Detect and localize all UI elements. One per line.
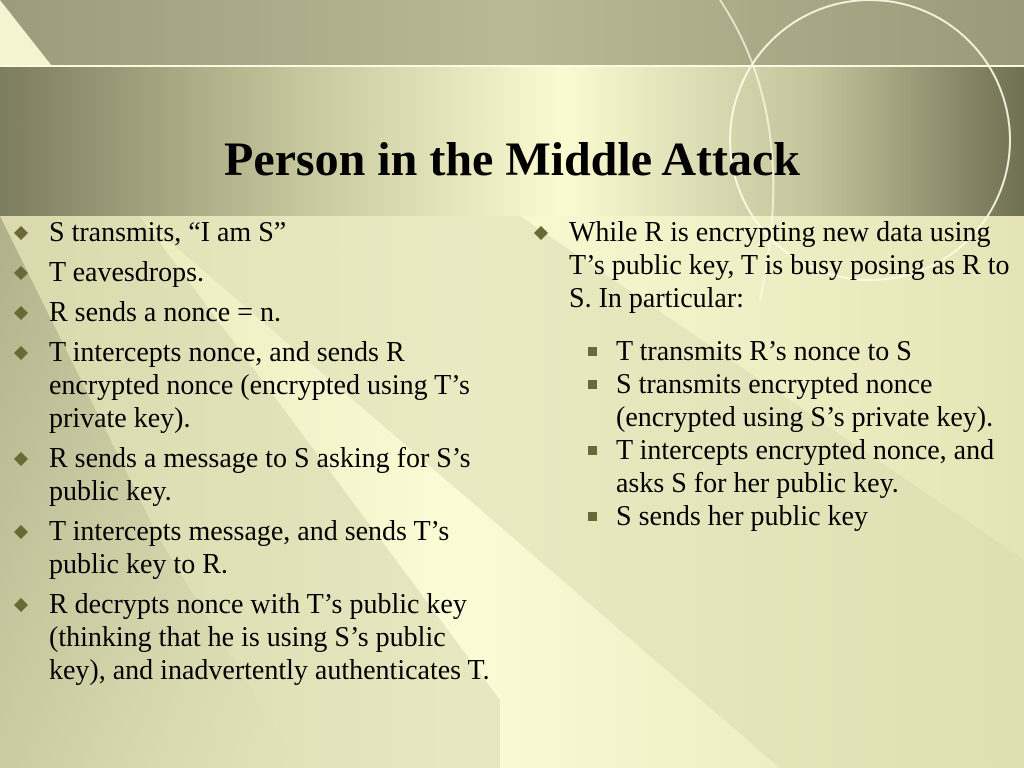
diamond-bullet-icon: [14, 346, 28, 360]
right-bullet-list: [532, 216, 1012, 540]
left-bullet-item: T intercepts message, and sends T’s public key to R.: [12, 515, 490, 581]
diamond-bullet-icon: [14, 306, 28, 320]
sub-bullet-item: T transmits R’s nonce to S: [532, 335, 1012, 368]
diamond-bullet-icon: [14, 452, 28, 466]
diamond-bullet-icon: [14, 598, 28, 612]
slide-title: Person in the Middle Attack: [224, 133, 800, 186]
sub-bullet-list: [532, 335, 1012, 533]
left-bullet-item: R sends a nonce = n.: [12, 296, 490, 329]
sub-bullet-item: S transmits encrypted nonce (encrypted using S’s private key).: [532, 368, 1012, 434]
left-bullet-item: R sends a message to S asking for S’s public key.: [12, 442, 490, 508]
left-bullet-item: T intercepts nonce, and sends R encrypted nonce (encrypted using T’s private key).: [12, 336, 490, 435]
left-bullet-item: T eavesdrops.: [12, 256, 490, 289]
left-bullet-list: [12, 216, 490, 694]
square-bullet-icon: [588, 512, 597, 521]
left-bullet-item: S transmits, “I am S”: [12, 216, 490, 249]
square-bullet-icon: [588, 380, 597, 389]
diamond-bullet-icon: [14, 226, 28, 240]
diamond-bullet-icon: [534, 226, 548, 240]
square-bullet-icon: [588, 347, 597, 356]
sub-bullet-item: T intercepts encrypted nonce, and asks S for her public key.: [532, 434, 1012, 500]
square-bullet-icon: [588, 446, 597, 455]
right-bullet-item: While R is encrypting new data using T’s public key, T is busy posing as R to S. In particular: T transmits R’s nonce to S S transmits encrypted nonce (encrypted using S’s private key). T intercepts encrypted nonce, and asks S for her public key. S sends her public key: [532, 216, 1012, 533]
diamond-bullet-icon: [14, 266, 28, 280]
sub-bullet-item: S sends her public key: [532, 500, 1012, 533]
diamond-bullet-icon: [14, 525, 28, 539]
left-bullet-item: R decrypts nonce with T’s public key (thinking that he is using S’s public key), and inadvertently authenticates T.: [12, 588, 490, 687]
